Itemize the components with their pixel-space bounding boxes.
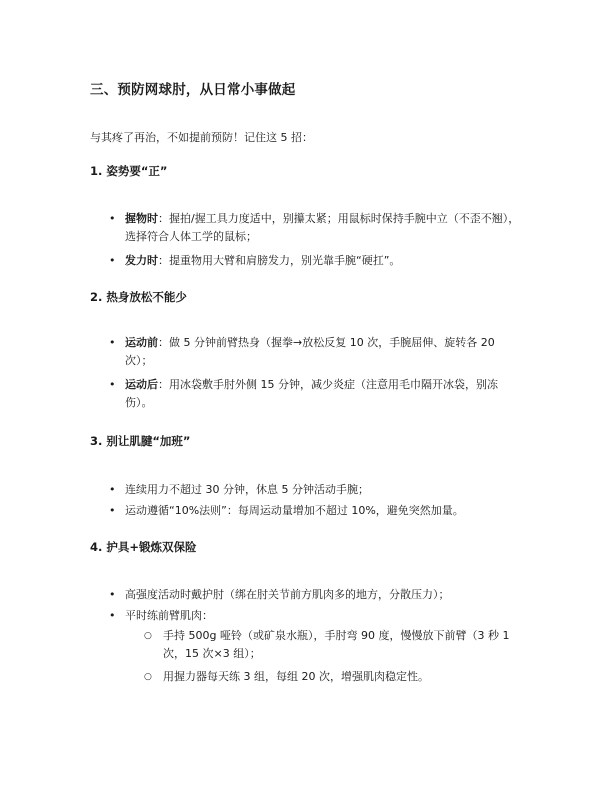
bullet-icon: • (109, 336, 116, 349)
item-label: 发力时 (125, 254, 158, 267)
bullet-icon: • (109, 609, 116, 622)
circle-bullet-icon: ○ (144, 672, 152, 682)
item-label: 运动前 (125, 336, 158, 349)
item-label: 运动后 (125, 378, 158, 391)
heading-rest: 3. 别让肌腱“加班” (90, 434, 191, 448)
item-text: 平时练前臂肌肉： (125, 609, 213, 622)
circle-bullet-icon: ○ (144, 631, 152, 641)
bullet-icon: • (109, 254, 116, 267)
bullet-icon: • (109, 212, 116, 225)
item-text: ：做 5 分钟前臂热身（握拳→放松反复 10 次，手腕屈伸、旋转各 20 次）； (125, 336, 495, 367)
bullet-icon: • (109, 588, 116, 601)
section-title: 三、预防网球肘，从日常小事做起 (90, 82, 296, 98)
list-item (109, 481, 525, 499)
subitem-text: 用握力器每天练 3 组，每组 20 次，增强肌肉稳定性。 (163, 670, 429, 683)
sub-list-item (144, 668, 533, 686)
list-item (109, 334, 525, 370)
bullet-icon: • (109, 504, 116, 517)
item-text: ：握拍/握工具力度适中，别攥太紧；用鼠标时保持手腕中立（不歪不翘），选择符合人体工学的鼠标； (125, 212, 520, 243)
item-text: ：用冰袋敷手肘外侧 15 分钟，减少炎症（注意用毛巾隔开冰袋，别冻伤）。 (125, 378, 498, 409)
intro-text: 与其疼了再治，不如提前预防！记住这 5 招： (90, 131, 313, 144)
heading-posture: 1. 姿势要“正” (90, 164, 168, 178)
heading-gear: 4. 护具+锻炼双保险 (90, 540, 197, 554)
list-item (109, 376, 525, 412)
list-item (109, 586, 525, 604)
item-text: 连续用力不超过 30 分钟，休息 5 分钟活动手腕； (125, 483, 369, 496)
heading-warmup: 2. 热身放松不能少 (90, 290, 187, 304)
item-text: 高强度活动时戴护肘（绑在肘关节前方肌肉多的地方，分散压力）； (125, 588, 450, 601)
sub-list-item (144, 627, 533, 663)
bullet-icon: • (109, 483, 116, 496)
list-item (109, 607, 525, 625)
item-text: 运动遵循“10%法则”：每周运动量增加不超过 10%，避免突然加量。 (125, 504, 464, 517)
list-item (109, 252, 525, 270)
list-item (109, 502, 525, 520)
bullet-icon: • (109, 378, 116, 391)
item-label: 握物时 (125, 212, 158, 225)
item-text: ：提重物用大臂和肩膀发力，别光靠手腕“硬扛”。 (158, 254, 401, 267)
subitem-text: 手持 500g 哑铃（或矿泉水瓶），手肘弯 90 度，慢慢放下前臂（3 秒 1 次，15 次×3 组）； (163, 629, 510, 660)
list-item (109, 210, 525, 246)
